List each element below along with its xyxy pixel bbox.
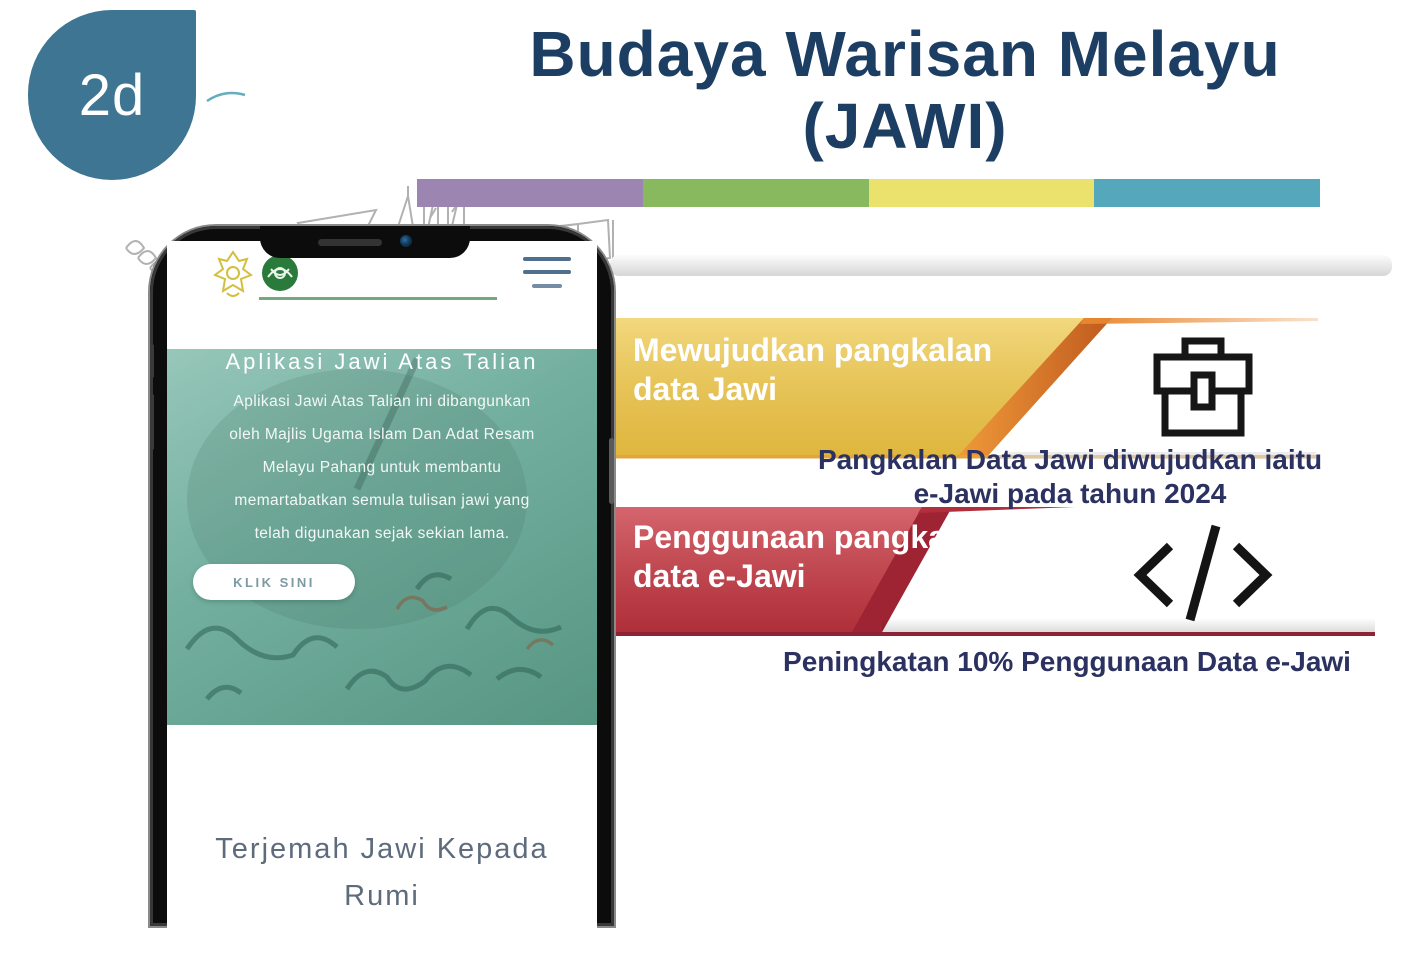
code-icon: [1128, 518, 1278, 628]
page-title-line2: (JAWI): [802, 90, 1008, 162]
phone-frame: [150, 226, 614, 926]
accent-segment-green: [643, 179, 869, 207]
ribbon2-label: Penggunaan pangkalan data e-Jawi: [633, 519, 993, 594]
header-org-textline: [259, 297, 497, 300]
hero-heading: Aplikasi Jawi Atas Talian: [225, 349, 539, 374]
phone-power-button: [609, 438, 614, 504]
phone-volume-button: [150, 394, 154, 450]
translate-heading-line2: Rumi: [344, 880, 420, 912]
section-badge: [28, 10, 196, 180]
hero-banner: [167, 349, 597, 725]
phone-volume-button: [150, 344, 154, 378]
ribbon1-caption: Pangkalan Data Jawi diwujudkan iaitu e-Jawi pada tahun 2024: [817, 444, 1323, 509]
accent-segment-teal: [1094, 179, 1320, 207]
klik-sini-button[interactable]: KLIK SINI: [193, 564, 355, 600]
section-badge-label: 2d: [78, 62, 146, 128]
translate-heading-line1: Terjemah Jawi Kepada: [215, 833, 549, 865]
hamburger-icon[interactable]: [523, 257, 571, 288]
panel-top-bar: [610, 255, 1392, 276]
translate-section: [167, 725, 597, 955]
emblem-logo: [259, 253, 301, 295]
toolbox-icon: [1147, 333, 1259, 445]
phone-screen: [167, 241, 597, 911]
page-title: [410, 18, 1400, 162]
ribbon1-label: Mewujudkan pangkalan data Jawi: [633, 332, 993, 407]
phone-notch: [260, 226, 470, 258]
ribbon-yellow-topline: [1080, 318, 1318, 324]
crest-logo: [213, 249, 253, 301]
speaker-slot: [318, 239, 382, 246]
ribbon-red-bottomline: [610, 632, 1375, 636]
teal-swoosh: [205, 88, 247, 106]
accent-segment-yellow: [869, 179, 1095, 207]
hero-description: Aplikasi Jawi Atas Talian ini dibangunkan oleh Majlis Ugama Islam Dan Adat Resam Melayu Pahang untuk membantu memartabatkan semula tulisan jawi yang telah digunakan sejak sekian lama.: [229, 393, 535, 542]
accent-color-bar: [417, 179, 1320, 207]
page-title-line1: Budaya Warisan Melayu: [529, 18, 1281, 90]
front-camera: [400, 235, 412, 247]
phone-mockup: [150, 226, 614, 912]
ribbon2-caption: Peningkatan 10% Penggunaan Data e-Jawi: [783, 646, 1351, 677]
accent-segment-purple: [417, 179, 643, 207]
